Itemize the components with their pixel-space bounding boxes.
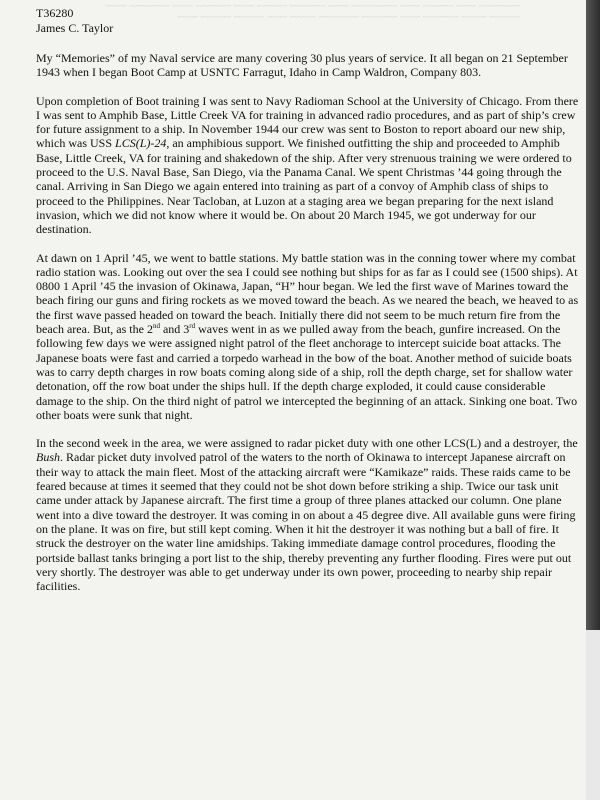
paragraph-1: My “Memories” of my Naval service are many covering 30 plus years of service. It all began on 21 September 1943 when I began Boot Camp at USNTC Farragut, Idaho in Camp Waldron, Company 803. — [36, 51, 568, 80]
paragraph-2: Upon completion of Boot training I was sent to Navy Radioman School at the University of Chicago. From there I was sent to Amphib Base, Little Creek VA for training in advanced radio procedures, and as part of ship’s crew for future assignment to a ship. In November 1944 our crew was sent to Boston to report aboard our new ship, which was USS LCS(L)-24, an amphibious support. We finished outfitting the ship and proceeded to Amphib Base, Little Creek, VA for training and shakedown of the ship. After very strenuous training we were ordered to proceed to the U.S. Naval Base, San Diego, via the Panama Canal. We spent Christmas ’44 going through the canal. Arriving in San Diego we again entered into training as part of a convoy of Amphib class of ships to proceed to the Philippines. Near Tacloban, at Luzon at a staging area we began preparing for the next island invasion, which we did not know where it would be. On about 20 March 1945, we got underway for our destination. — [36, 93, 579, 237]
paragraph-4: In the second week in the area, we were assigned to radar picket duty with one other LCS(L) and a destroyer, the Bush. Radar picket duty involved patrol of the waters to the north of Okinawa to intercept Japanese aircraft on their way to attack the main fleet. Most of the attacking aircraft were “Kamikaze” raids. These raids came to be feared because at times it seemed that they could not be shot down before striking a ship. Twice our task unit came under attack by Japanese aircraft. The first time a group of three planes attacked our column. One plane went into a dive toward the destroyer. It was coming in on about a 45 degree dive. All available guns were firing on the plane. It was on fire, but still kept coming. When it hit the destroyer it was nothing but a ball of fire. It struck the destroyer on the water line amidships. Taking immediate damage control procedures, flooding the portside ballast tanks bringing a port list to the ship, thereby preventing any further flooding. Fires were put out very shortly. The destroyer was able to get underway under its own power, proceeding to nearby ship repair facilities. — [36, 436, 578, 594]
paragraph-3: At dawn on 1 April ’45, we went to battle stations. My battle station was in the conning tower where my combat radio station was. Looking out over the sea I could see nothing but ships for as far as I could see (1500 ships). At 0800 1 April ’45 the invasion of Okinawa, Japan, “H” hour began. We led the first wave of Marines toward the beach firing our guns and firing rockets as we moved toward the beach. As we neared the beach, we heaved to as the first wave passed headed on toward the beach. Initially there did not seem to be much return fire from the beach area. But, as the 2nd and 3rd waves went in as we pulled away from the beach, gunfire increased. On the following few days we were assigned night patrol of the fleet anchorage to intercept suicide boat attacks. The Japanese boats were fast and carried a torpedo warhead in the bow of the boat. Another method of suicide boats was to carry depth charges in row boats coming along side of a ship, roll the depth charge, set for shallow water detonation, off the row boat under the ships hull. If the depth charge exploded, it could cause considerable damage to the ship. On the third night of patrol we intercepted the beginning of an attack. Sinking one boat. Two other boats were sunk that night. — [36, 250, 579, 422]
author-name: James C. Taylor — [36, 20, 114, 35]
document-id: T36280 — [36, 6, 74, 20]
page-edge-lower — [586, 630, 600, 800]
document-body — [36, 6, 584, 607]
show-through-text: ~~~~~~~~ ~~~~ ~~~~~~ ~~~~ ~~~~~~~~~ ~~~~ ~~~~~~~ ~~~~~~ ~~~~ ~~~~~~~ ~~~~ ~~~~~~~~ ~~~~ ~~~~~~ ~~~~~ ~~~~~~~ ~~~~ ~~~~~~~ ~~~~~~~~ ~~~~~ ~~~~ ~~~~~~ ~~~~~~ ~~~~ — [106, 2, 520, 23]
